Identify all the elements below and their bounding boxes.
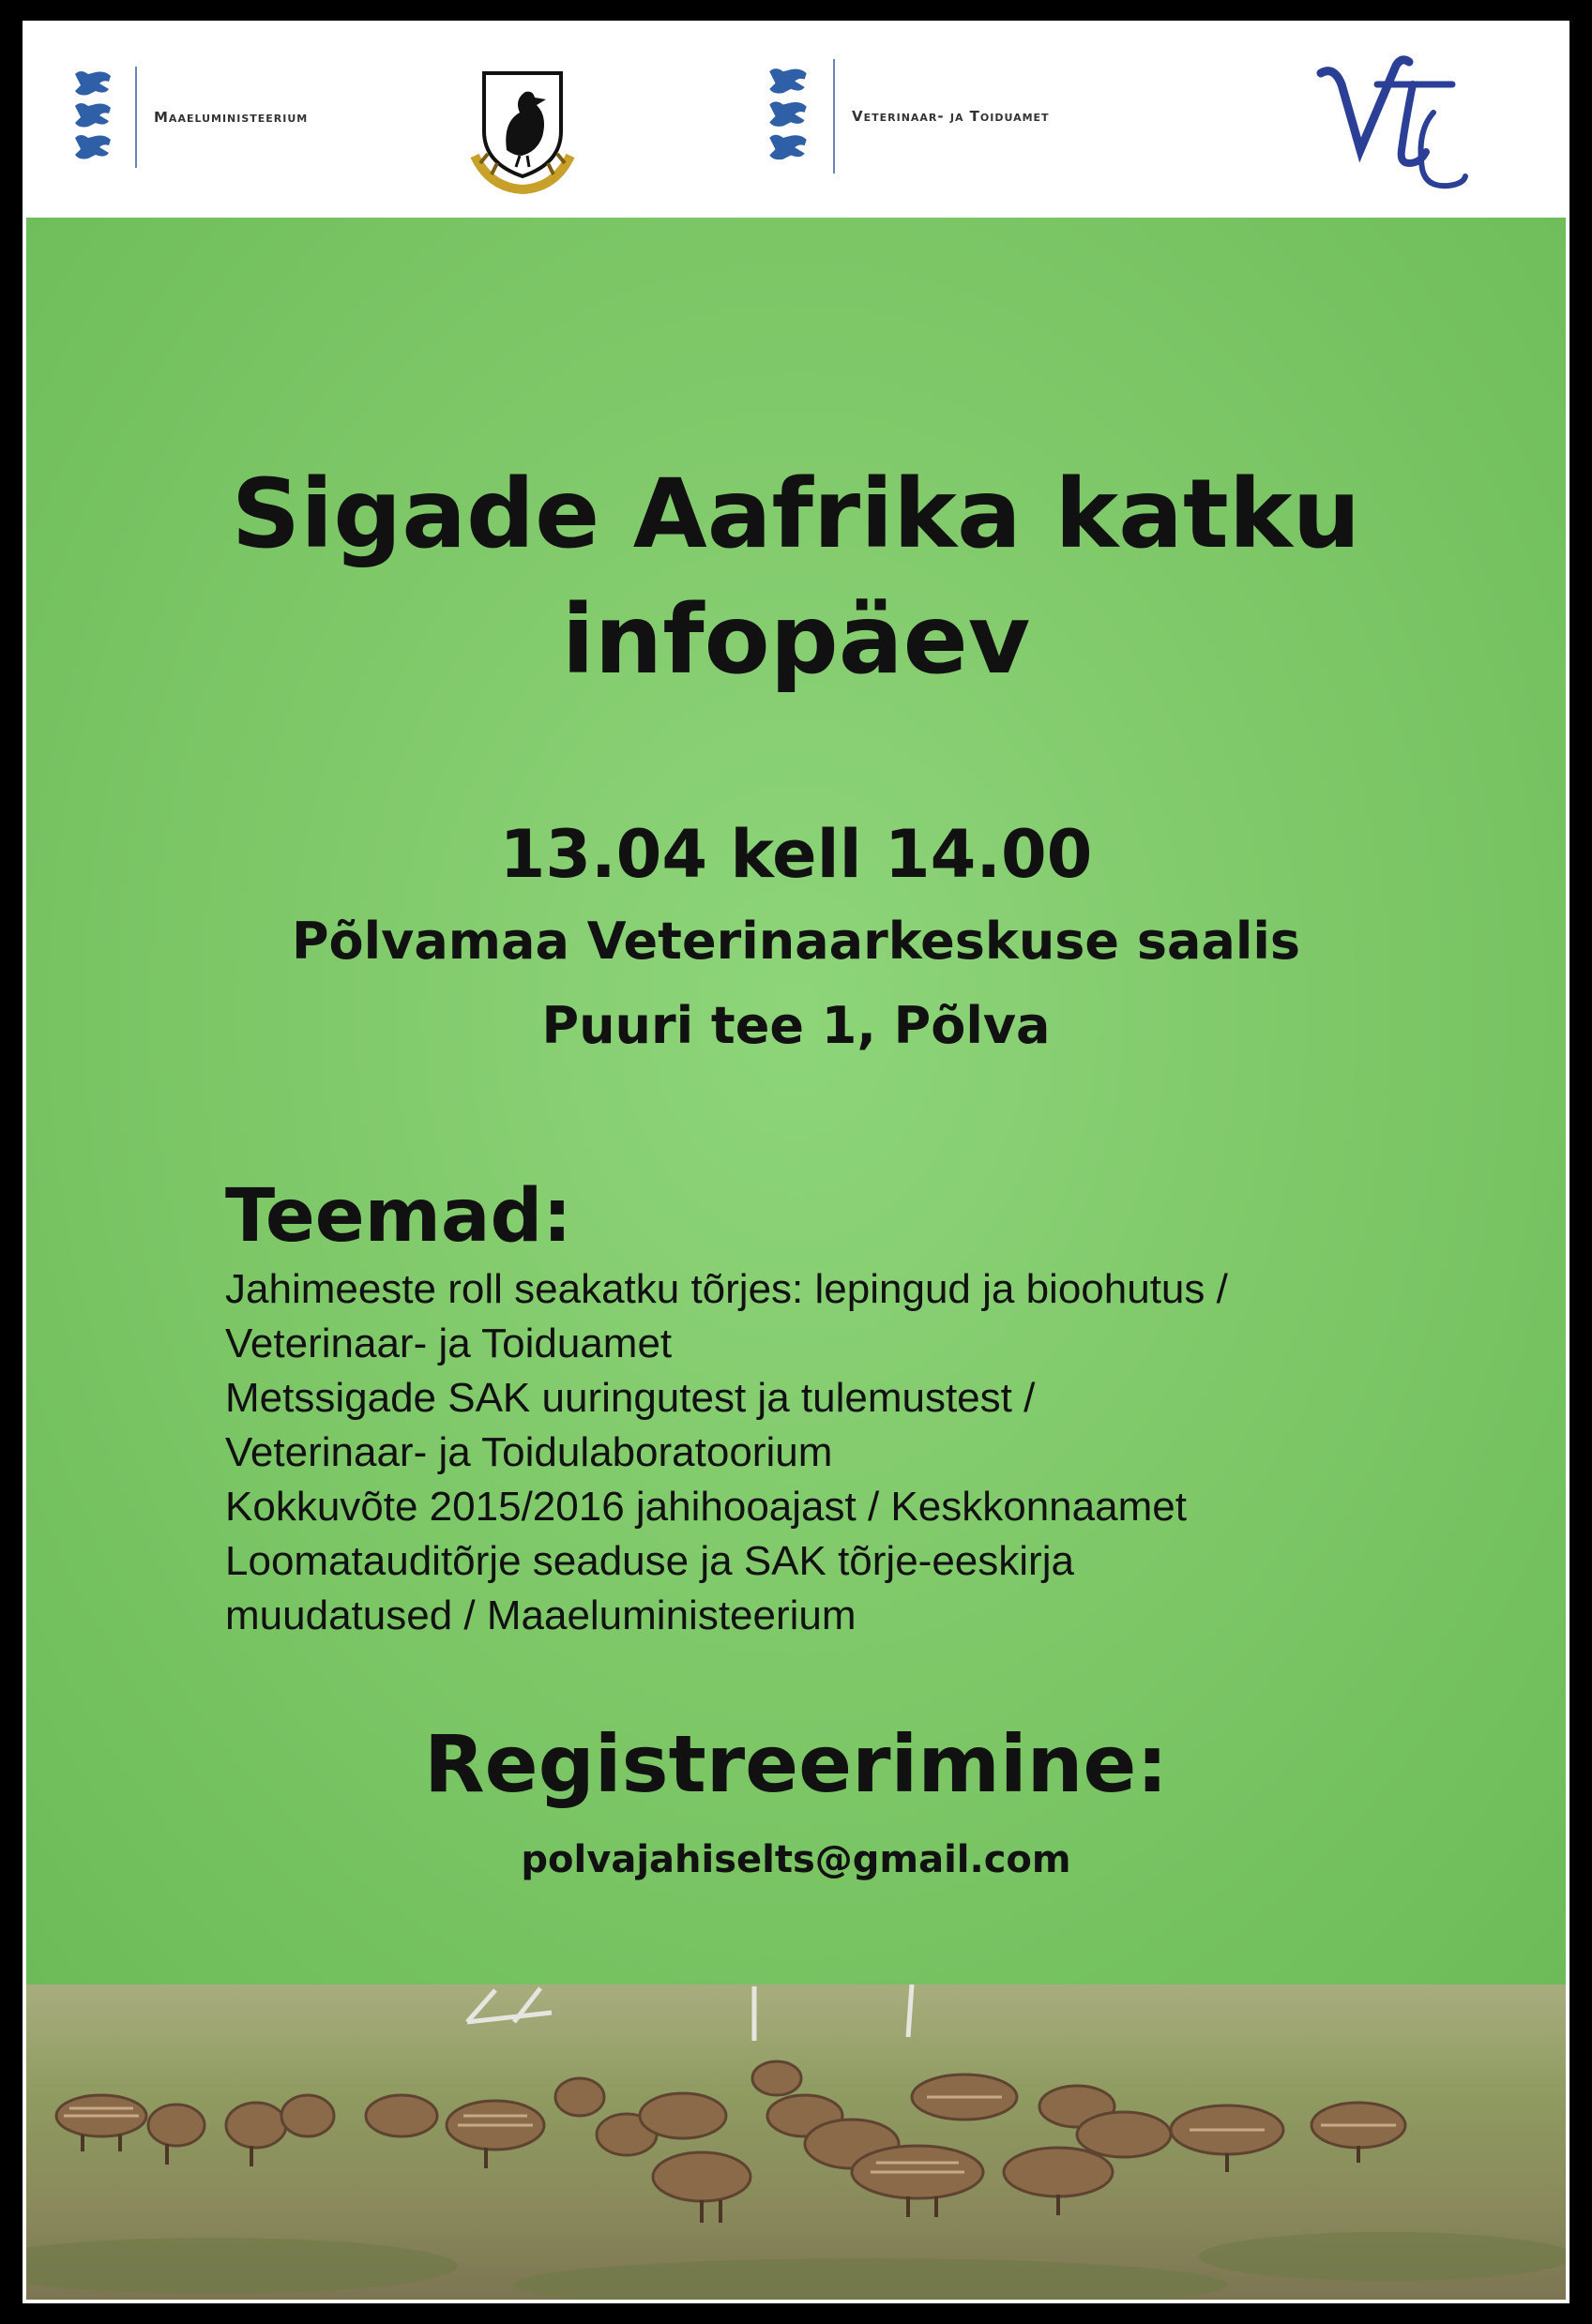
topics-list (225, 1262, 1445, 1643)
poster (23, 21, 1569, 2303)
estonian-three-lions-crest-icon (764, 66, 812, 167)
maaeluministeerium-logo (71, 66, 308, 169)
event-date-time: 13.04 kell 14.00 (499, 816, 1093, 893)
vtl-monogram-icon (1312, 47, 1471, 197)
event-venue: Põlvamaa Veterinaarkeskuse saalis (291, 912, 1301, 971)
topic-line: Jahimeeste roll seakatku tõrjes: lepingud ja bioohutus / (225, 1266, 1228, 1312)
veterinaar-ja-toiduamet-logo (764, 64, 1050, 169)
topic-line: Loomatauditõrje seaduse ja SAK tõrje-eeskirja (225, 1538, 1074, 1584)
capercaillie-shield-emblem-icon (462, 66, 584, 197)
logo-label: Veterinaar- ja Toiduamet (852, 108, 1050, 125)
registration-heading: Registreerimine: (424, 1718, 1168, 1810)
topic-line: Veterinaar- ja Toidulaboratoorium (225, 1429, 833, 1475)
topic-line: muudatused / Maaeluministeerium (225, 1592, 857, 1638)
logo-header (26, 24, 1566, 218)
logo-divider (833, 59, 835, 174)
logo-label: Maaeluministeerium (154, 109, 309, 126)
wild-boar-piglets-illustration (26, 1984, 1566, 2300)
event-title (26, 452, 1566, 703)
eesti-jahimeeste-selts-logo (462, 66, 584, 197)
topic-line: Kokkuvõte 2015/2016 jahihooajast / Keskkonnaamet (225, 1484, 1187, 1530)
topic-line: Veterinaar- ja Toiduamet (225, 1320, 673, 1366)
title-line: Sigade Aafrika katku (231, 459, 1361, 570)
title-line: infopäev (561, 584, 1031, 696)
wild-boar-piglets-photo (26, 1984, 1566, 2300)
topics-heading: Teemad: (225, 1174, 572, 1259)
registration-email: polvajahiselts@gmail.com (521, 1838, 1071, 1881)
vtl-logo (1312, 47, 1471, 197)
event-address: Puuri tee 1, Põlva (541, 996, 1051, 1055)
topic-line: Metssigade SAK uuringutest ja tulemustest / (225, 1375, 1036, 1421)
estonian-three-lions-crest-icon (71, 68, 114, 166)
content-panel (26, 218, 1566, 1984)
logo-divider (135, 67, 137, 168)
